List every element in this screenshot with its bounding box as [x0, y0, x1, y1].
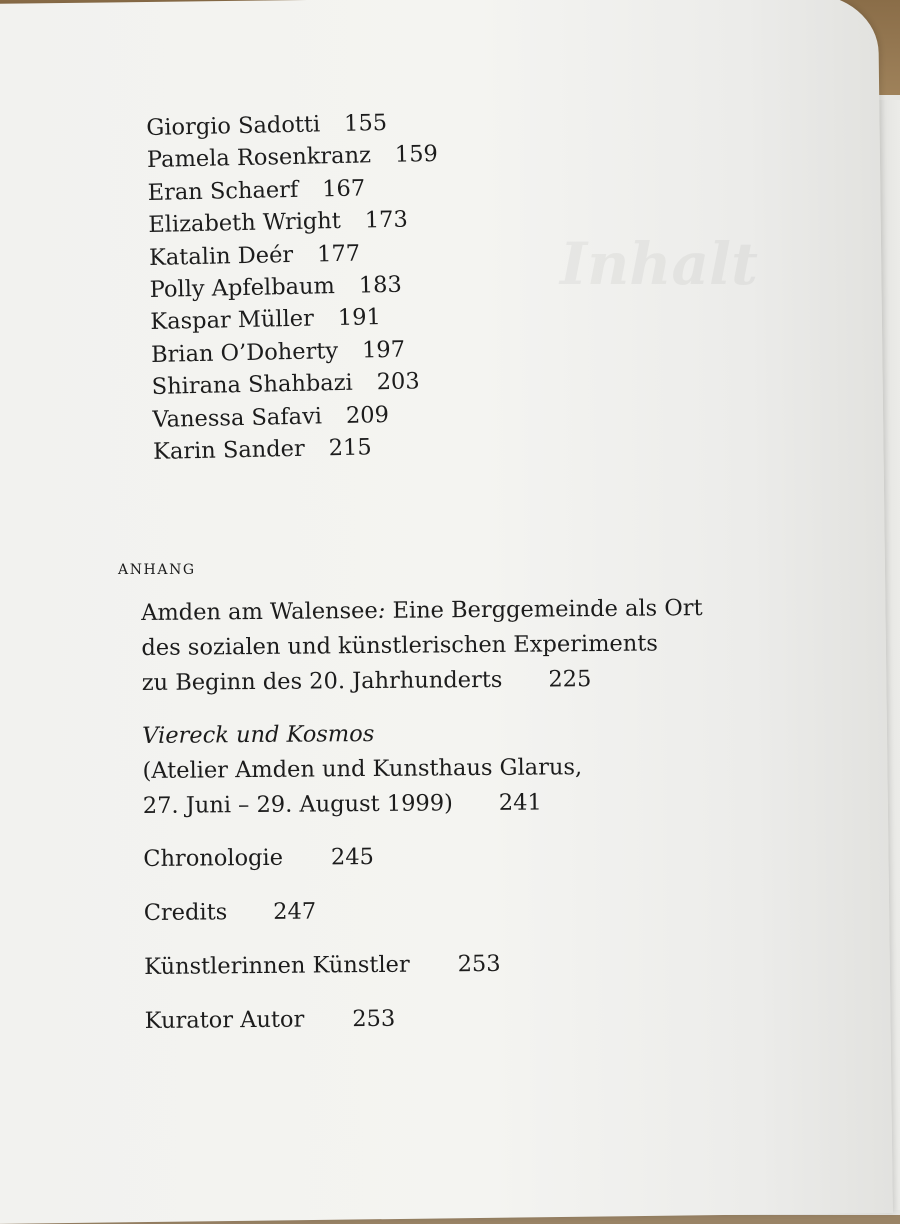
toc-entry: [149, 268, 441, 306]
entry-title-rest: Eine Berggemeinde als Ort: [385, 595, 703, 624]
entry-name: Kaspar Müller: [150, 305, 315, 336]
page-number: 253: [457, 950, 501, 978]
toc-entry: [144, 891, 706, 930]
entry-title-line: [141, 591, 703, 631]
entry-title-line: des sozialen und künstlerischen Experiments: [141, 630, 659, 661]
entry-name: Eran Schaerf: [147, 176, 299, 206]
page-number: 159: [394, 141, 439, 169]
entry-title: Künstlerinnen Künstler: [144, 951, 410, 980]
page-number: 245: [330, 843, 375, 871]
page-number: 215: [328, 434, 372, 462]
entry-name: Pamela Rosenkranz: [146, 142, 372, 174]
page-number: 191: [337, 304, 382, 332]
entry-name: Shirana Shahbazi: [151, 369, 354, 401]
page-number: 183: [358, 271, 403, 299]
entry-title: Kurator Autor: [144, 1006, 305, 1034]
appendix-list: [141, 591, 706, 1038]
page-number: 241: [498, 789, 542, 816]
page-number: 155: [343, 109, 388, 137]
entry-title-end: zu Beginn des 20. Jahrhunderts: [141, 666, 503, 696]
entry-title: Credits: [143, 899, 228, 926]
page-number: 197: [361, 336, 406, 364]
section-heading: ANHANG: [118, 562, 196, 578]
toc-entry: [151, 365, 443, 403]
entry-name: Brian O’Doherty: [150, 337, 339, 368]
toc-entry: [147, 138, 439, 176]
toc-entry: [145, 999, 707, 1038]
entry-title-line: [142, 661, 704, 701]
page-number: 173: [364, 206, 409, 234]
entry-name: Karin Sander: [152, 435, 305, 465]
page-number: 177: [316, 240, 361, 268]
show-through-text: Inhalt: [560, 230, 758, 298]
toc-entry: [148, 203, 440, 241]
entry-title-end: 27. Juni – 29. August 1999): [142, 790, 453, 819]
entry-title-colon: :: [377, 597, 386, 624]
toc-entry: [153, 430, 445, 468]
entry-name: Vanessa Safavi: [152, 402, 323, 433]
page-number: 209: [345, 401, 390, 429]
page-number: 247: [273, 898, 317, 925]
toc-entry: [143, 837, 705, 876]
entry-title: Viereck und Kosmos: [142, 720, 375, 749]
artist-list: [146, 106, 444, 468]
page-number: 167: [321, 175, 366, 203]
toc-entry: [144, 945, 706, 984]
entry-title: Amden am Walensee: [141, 597, 378, 626]
toc-entry: [142, 714, 704, 824]
entry-title-line: [143, 784, 705, 824]
entry-name: Katalin Deér: [148, 241, 294, 271]
toc-entry: [141, 591, 703, 701]
page-number: 225: [548, 666, 592, 693]
entry-title: Chronologie: [143, 844, 284, 872]
page-number: 253: [352, 1005, 396, 1033]
page-number: 203: [376, 368, 420, 396]
entry-name: Elizabeth Wright: [148, 208, 342, 239]
entry-name: Polly Apfelbaum: [149, 273, 336, 303]
entry-name: Giorgio Sadotti: [146, 111, 321, 141]
entry-title-line: (Atelier Amden und Kunsthaus Glarus,: [142, 754, 583, 784]
